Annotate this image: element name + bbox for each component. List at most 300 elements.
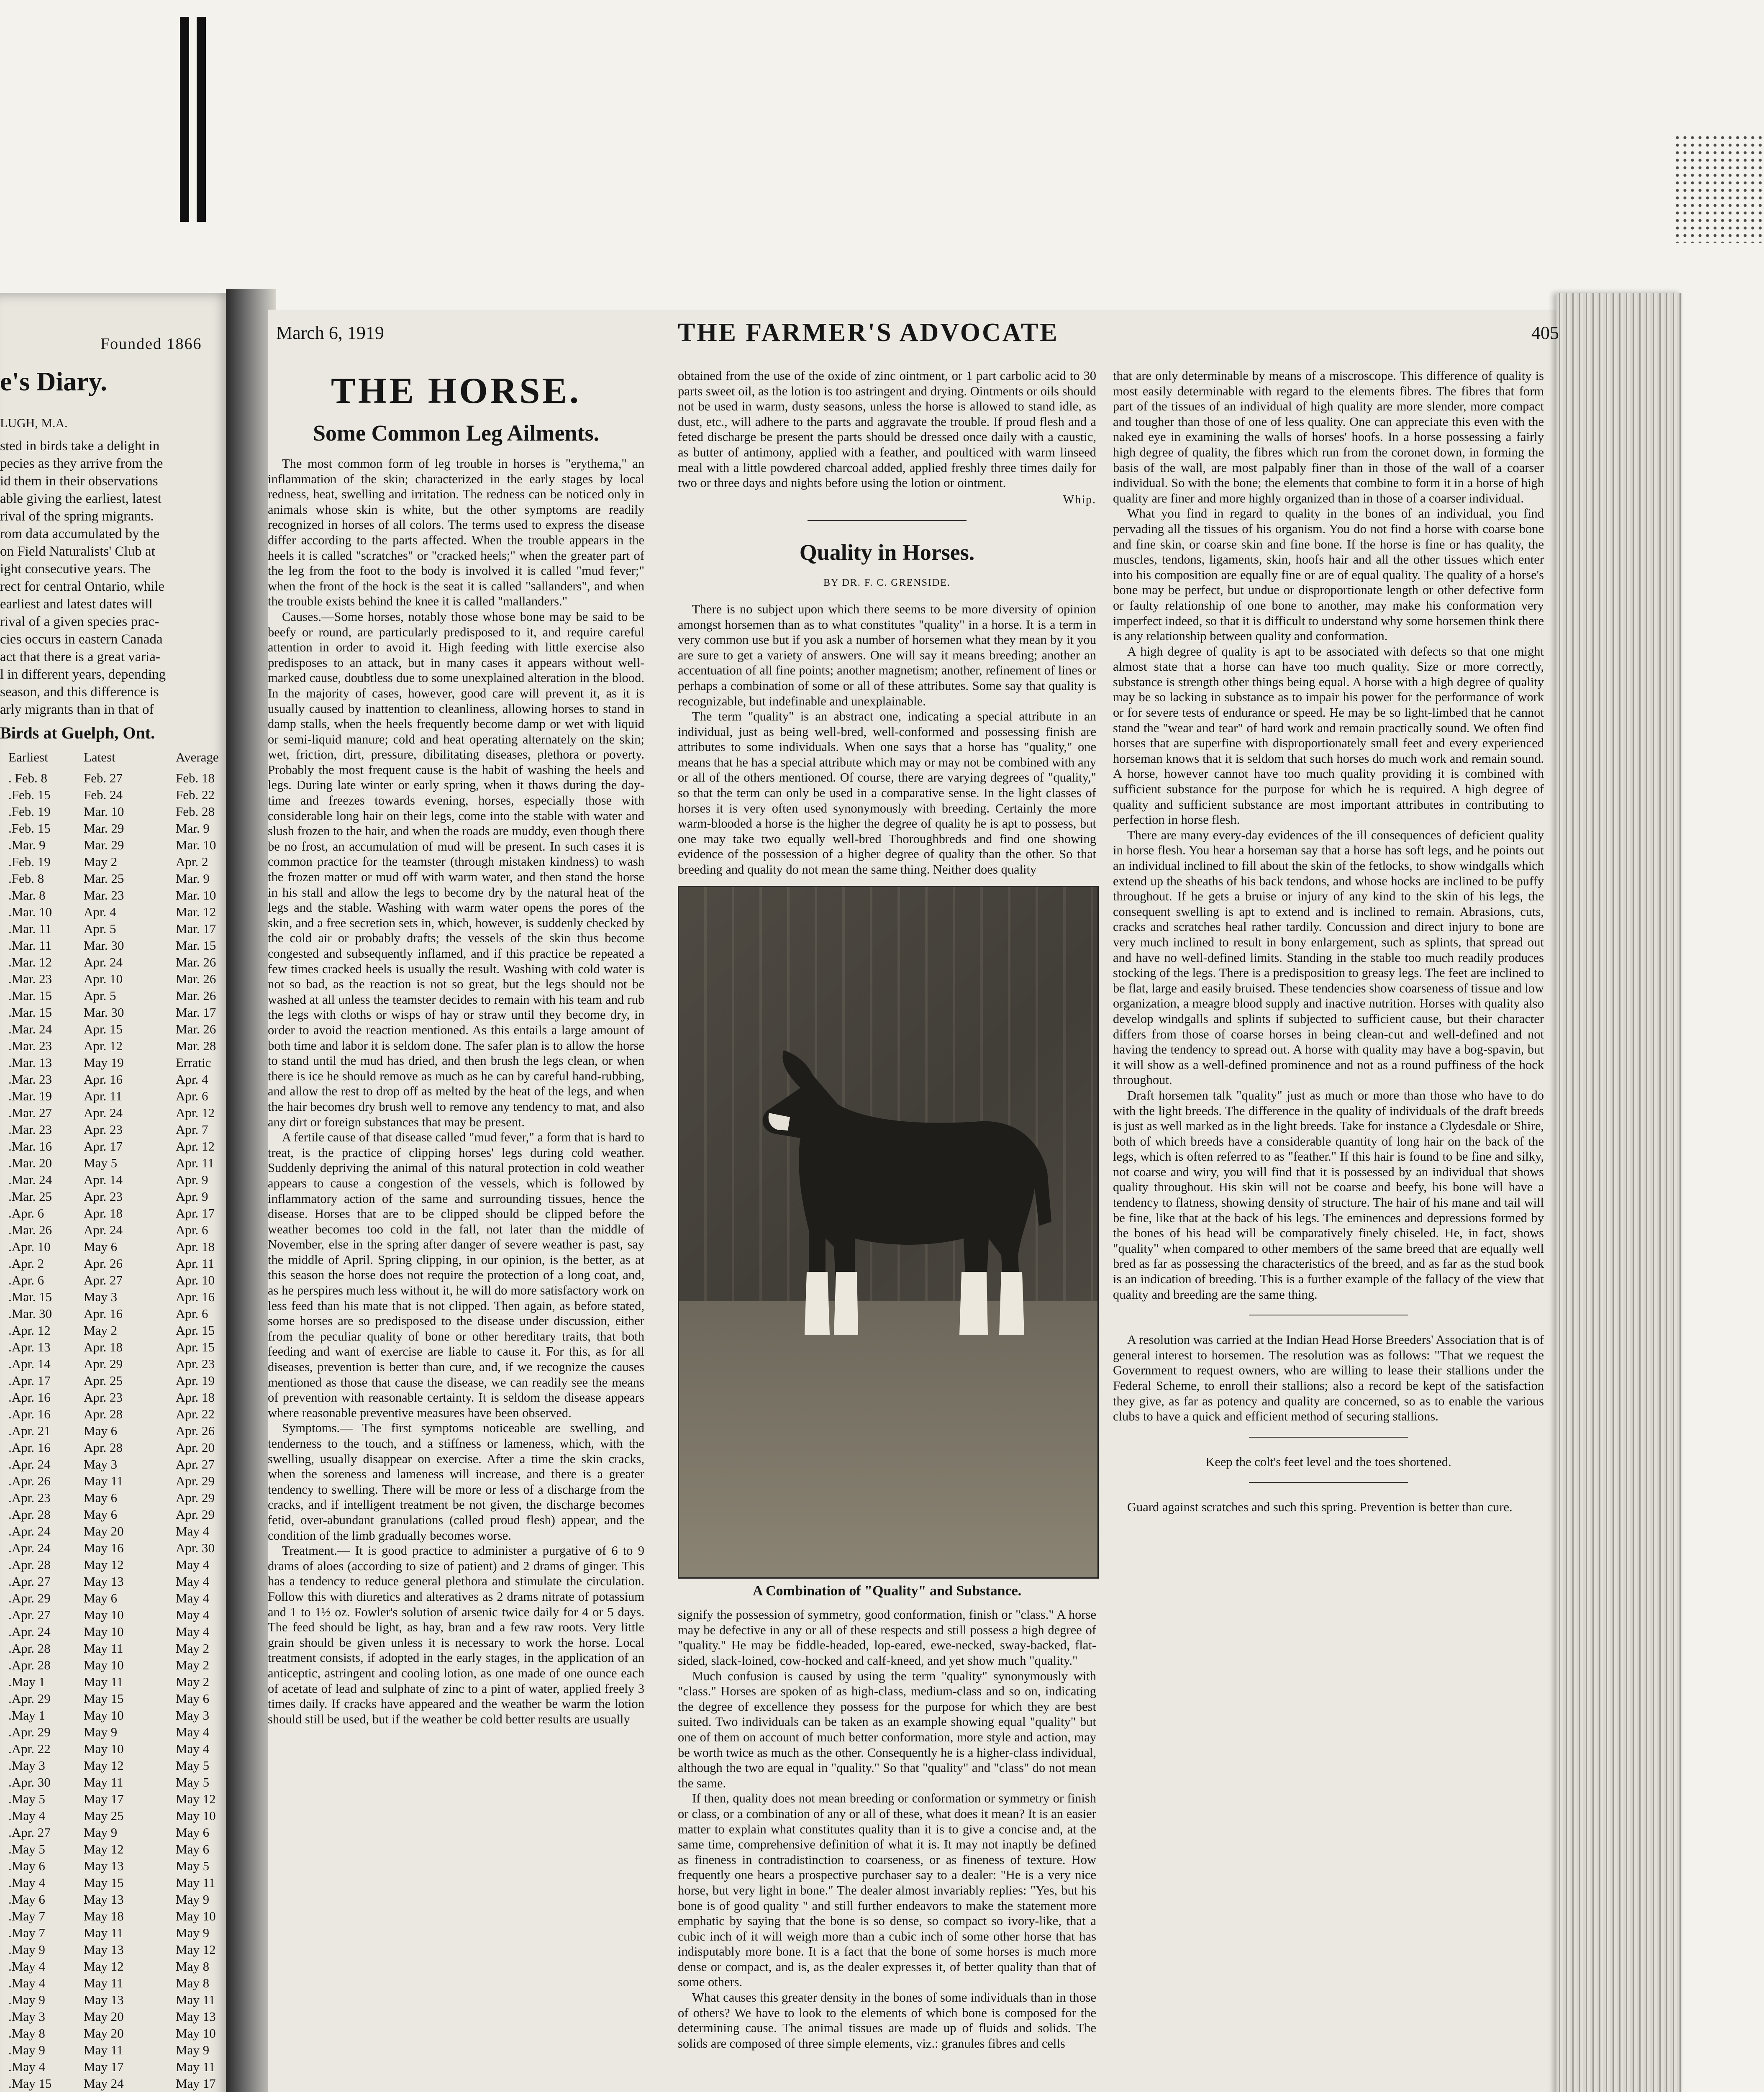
table-cell: May 11 — [84, 1775, 123, 1789]
table-row — [0, 1707, 234, 1724]
table-cell: May 6 — [84, 1490, 118, 1505]
table-cell: Mar. 10 — [176, 838, 216, 852]
table-cell: .Mar. 12 — [8, 955, 52, 969]
paragraph: If then, quality does not mean breeding or conformation or symmetry or finish or class, or a combination of any or all of these, what does it mean? It is an easier matter to explain what constitutes quality than it is to give a concise and, at the same time, comprehensive definition of what it is. It may not inaptly be defined as fineness in contradistinction to coarseness, or as fineness of texture. How frequently one hears a prospective purchaser say to a dealer: "He is a very nice horse, but very light in bone." The dealer almost invariably replies: "Yes, but his bone is of good quality " and still further endeavors to make the statement more emphatic by saying that the bone is so dense, so compact so ivory-like, that a cubic inch of it will weigh more than a cubic inch of some other horse that has indisputably more bone. It is a fact that the bone of some horses is much more dense or compact, and is, as the dealer expresses it, of better quality than that of some others. — [678, 1791, 1096, 1989]
table-cell: Apr. 17 — [84, 1139, 123, 1154]
left-heading: e's Diary. — [0, 367, 107, 396]
left-text-line: pecies as they arrive from the — [0, 456, 163, 471]
paragraph: obtained from the use of the oxide of zinc ointment, or 1 part carbolic acid to 30 parts sweet oil, as the lotion is too astringent and drying. Ointments or oils should not be used in warm, dusty seasons, unless the horse is allowed to stand idle, as dust, etc., will adhere to the parts and aggravate the trouble. If proud flesh and a feted discharge be present the parts should be dressed once daily with a caustic, as butter of antimony, applied with a feather, and poulticed with warm linseed meal with a little powdered charcoal added, applied freshly three times daily for two or three days and nights before using the lotion or ointment. — [678, 369, 1096, 490]
table-cell: May 4 — [176, 1591, 210, 1605]
table-row — [0, 1540, 234, 1556]
table-cell: May 11 — [84, 1925, 123, 1940]
table-row — [0, 1556, 234, 1573]
table-cell: Feb. 27 — [84, 771, 123, 785]
table-cell: .May 9 — [8, 1942, 45, 1957]
table-cell: .Mar. 27 — [8, 1105, 52, 1120]
table-cell: .Mar. 10 — [8, 905, 52, 919]
table-cell: May 15 — [84, 1875, 124, 1890]
paragraph: Draft horsemen talk "quality" just as much or more than those who have to do with the light breeds. The difference in the quality of individuals of the draft breeds is just as well marked as in the light breeds. Take for instance a Clydesdale or Shire, both of which breeds have a considerable quantity of long hair on the back of the legs, which is often referred to as "feather." If this hair is found to be fine and silky, not coarse and wiry, you will find that it is possessed by an individual that shows quality throughout. His skin will not be coarse and beefy, his bone will have a tendency to flatness, showing density of structure. The hair of his mane and tail will be fine, like that at the back of his legs. The eminences and depressions formed by the bones of his head will be comparatively finely chiseled. He, in fact, shows "quality" when compared to other members of the same breed that are equally well bred as far as possessing the characteristics of the breed, and as far as the stud book is an indication of breeding. This is a further example of the fallacy of the view that quality and breeding are the same thing. — [1113, 1088, 1544, 1302]
table-cell: May 12 — [84, 1758, 124, 1773]
table-row — [0, 1071, 234, 1088]
table-cell: Mar. 10 — [84, 804, 124, 819]
table-cell: .Mar. 8 — [8, 888, 46, 902]
table-cell: Apr. 29 — [176, 1474, 215, 1488]
table-cell: May 16 — [84, 1541, 124, 1555]
table-cell: Apr. 24 — [84, 1223, 123, 1237]
table-row — [0, 1439, 234, 1456]
left-text-line: season, and this difference is — [0, 685, 159, 700]
signature: Whip. — [1063, 493, 1096, 506]
table-row — [0, 1255, 234, 1272]
table-row — [0, 2042, 234, 2059]
table-cell: May 17 — [84, 1792, 124, 1806]
table-cell: .May 7 — [8, 1925, 45, 1940]
tip-scratches: Guard against scratches and such this spring. Prevention is better than cure. — [1127, 1500, 1513, 1515]
table-cell: Mar. 26 — [176, 955, 216, 969]
table-cell: May 6 — [84, 1239, 118, 1254]
table-cell: May 11 — [84, 1641, 123, 1656]
table-cell: Mar. 25 — [84, 871, 124, 886]
table-cell: Apr. 25 — [84, 1373, 123, 1388]
left-author: LUGH, M.A. — [0, 416, 68, 430]
table-cell: . Feb. 8 — [8, 771, 47, 785]
table-cell: .Apr. 28 — [8, 1557, 51, 1572]
table-cell: Apr. 11 — [176, 1156, 214, 1170]
table-cell: Apr. 9 — [176, 1189, 208, 1204]
table-cell: .Apr. 27 — [8, 1825, 51, 1840]
table-cell: Apr. 22 — [176, 1407, 215, 1421]
table-row — [0, 1674, 234, 1690]
table-cell: May 10 — [84, 1624, 124, 1639]
table-cell: .Feb. 15 — [8, 821, 51, 836]
table-row — [0, 803, 234, 820]
divider — [808, 520, 967, 521]
paragraph: The most common form of leg trouble in horses is "erythema," an inflammation of the skin; characterized in the early stages by local redness, heat, swelling and irritation. The redness can be noticed only in animals whose skin is white, but the other symptoms are readily recognized in horses of all colors. The terms used to express the disease differ according to the parts affected. When the trouble appears in the heels it is called "scratches" or "cracked heels;" when the greater part of the leg from the foot to the body is involved it is called "mud fever;" when the front of the hock is the seat it is called "sallanders", and when the trouble exists behind the knee it is called "mallanders." — [268, 456, 644, 609]
table-row — [0, 1874, 234, 1891]
table-cell: Apr. 26 — [176, 1423, 215, 1438]
left-text-block — [0, 437, 234, 718]
table-cell: .Mar. 13 — [8, 1055, 52, 1070]
table-row — [0, 937, 234, 954]
table-cell: .Mar. 25 — [8, 1189, 52, 1204]
table-cell: May 13 — [84, 1859, 124, 1873]
table-cell: Apr. 5 — [84, 988, 116, 1003]
table-row — [0, 920, 234, 937]
table-row — [0, 1741, 234, 1757]
table-cell: Apr. 7 — [176, 1122, 208, 1137]
table-cell: Apr. 18 — [176, 1239, 215, 1254]
masthead: THE FARMER'S ADVOCATE — [678, 318, 1059, 347]
table-cell: May 25 — [84, 1808, 124, 1823]
scanner-bar — [197, 17, 206, 222]
table-cell: .Apr. 29 — [8, 1725, 51, 1739]
table-row — [0, 1205, 234, 1222]
table-cell: May 12 — [84, 1959, 124, 1974]
table-cell: May 20 — [84, 2009, 124, 2024]
scanner-bar — [180, 17, 189, 222]
table-cell: May 17 — [176, 2076, 216, 2091]
table-cell: May 2 — [84, 854, 118, 869]
table-cell: .Apr. 17 — [8, 1373, 51, 1388]
table-cell: .Apr. 28 — [8, 1507, 51, 1522]
table-row — [0, 787, 234, 803]
table-cell: Apr. 30 — [176, 1541, 215, 1555]
table-cell: Mar. 29 — [84, 821, 124, 836]
table-row — [0, 2075, 234, 2092]
table-row — [0, 1372, 234, 1389]
table-row — [0, 1506, 234, 1523]
left-text-line: earliest and latest dates will — [0, 597, 153, 612]
left-text-line: act that there is a great varia- — [0, 649, 160, 664]
page-edges — [1556, 293, 1682, 2092]
table-row — [0, 1891, 234, 1908]
table-cell: .Mar. 20 — [8, 1156, 52, 1170]
table-cell: Apr. 23 — [176, 1356, 215, 1371]
table-cell: Mar. 9 — [176, 821, 210, 836]
table-cell: Apr. 4 — [176, 1072, 208, 1087]
table-row — [0, 1172, 234, 1188]
table-cell: Apr. 11 — [176, 1256, 214, 1271]
table-row — [0, 1824, 234, 1841]
paragraph: A fertile cause of that disease called "mud fever," a form that is hard to treat, is the practice of clipping horses' legs during cold weather. Suddenly depriving the animal of this natural protection in cold weather appears to cause a congestion of the vessels, which is followed by inflammatory action of the same and surrounding tissues, hence the disease. Horses that are to be clipped should be clipped before the weather becomes too cold in the fall, not later than the middle of November, else in the spring after danger of severe weather is past, say the middle of April. Spring clipping, in our opinion, is the better, as at this season the horse does not require the protection of a long coat, and, as he perspires much less without it, he will do more satisfactory work on less feed than his mate that is not clipped. Then again, as before stated, some horses are so predisposed to the disease under discussion, either from the peculiar quality of bone or other hereditary traits, that both feeding and want of exercise are liable to cause it. For this, as for all diseases, prevention is better than cure, and, if we recognize the causes mentioned as those that cause the disease, we can readily see the means of prevention with reasonable certainty. It is seldom the disease appears where reasonable preventive measures have been observed. — [268, 1130, 644, 1420]
table-cell: Apr. 14 — [84, 1172, 123, 1187]
table-cell: May 11 — [84, 2043, 123, 2057]
table-cell: Apr. 23 — [84, 1189, 123, 1204]
table-cell: May 13 — [176, 2009, 216, 2024]
table-cell: Feb. 28 — [176, 804, 215, 819]
table-cell: .May 6 — [8, 1892, 45, 1907]
table-cell: .Apr. 29 — [8, 1691, 51, 1706]
table-cell: Apr. 18 — [84, 1206, 123, 1220]
table-row — [0, 1105, 234, 1121]
table-cell: .May 5 — [8, 1842, 45, 1856]
table-cell: Apr. 16 — [84, 1306, 123, 1321]
table-row — [0, 1305, 234, 1322]
left-text-line: rival of a given species prac- — [0, 614, 159, 629]
figure-caption: A Combination of "Quality" and Substance. — [752, 1583, 1022, 1599]
table-cell: .Apr. 27 — [8, 1574, 51, 1589]
table-cell: Apr. 6 — [176, 1223, 208, 1237]
table-row — [0, 1021, 234, 1038]
table-cell: .Apr. 6 — [8, 1206, 44, 1220]
table-cell: .Apr. 28 — [8, 1658, 51, 1672]
table-cell: .May 4 — [8, 2059, 45, 2074]
table-row — [0, 1222, 234, 1238]
left-text-line: on Field Naturalists' Club at — [0, 544, 155, 559]
table-row — [0, 1356, 234, 1372]
paragraph: signify the possession of symmetry, good conformation, finish or "class." A horse may be defective in any or all of these respects and still possess a high degree of "quality." He may be fiddle-headed, lop-eared, ewe-necked, sway-backed, flat-sided, slack-loined, cow-hocked and calf-kneed, and yet show much "quality." — [678, 1607, 1096, 1668]
table-cell: Apr. 12 — [176, 1105, 215, 1120]
table-row — [0, 1054, 234, 1071]
table-row — [0, 1473, 234, 1490]
table-cell: May 10 — [84, 1708, 124, 1723]
table-cell: May 11 — [176, 1875, 215, 1890]
table-cell: May 11 — [84, 1674, 123, 1689]
table-cell: May 6 — [84, 1507, 118, 1522]
table-row — [0, 1121, 234, 1138]
table-cell: Mar. 9 — [176, 871, 210, 886]
table-cell: .Mar. 24 — [8, 1172, 52, 1187]
table-cell: May 5 — [176, 1775, 210, 1789]
table-cell: .Mar. 23 — [8, 1072, 52, 1087]
table-cell: .May 4 — [8, 1959, 45, 1974]
table-cell: May 17 — [84, 2059, 124, 2074]
section-title: THE HORSE. — [331, 371, 581, 411]
table-row — [0, 1423, 234, 1439]
table-row — [0, 1138, 234, 1155]
table-cell: .Apr. 30 — [8, 1775, 51, 1789]
table-cell: .May 1 — [8, 1708, 45, 1723]
table-cell: May 11 — [84, 1976, 123, 1990]
table-cell: May 15 — [84, 1691, 124, 1706]
table-cell: May 4 — [176, 1624, 210, 1639]
table-cell: .Feb. 19 — [8, 804, 51, 819]
table-row — [0, 1188, 234, 1205]
table-cell: Mar. 23 — [84, 888, 124, 902]
table-cell: May 9 — [176, 1925, 210, 1940]
table-cell: .Mar. 26 — [8, 1223, 52, 1237]
paragraph: There is no subject upon which there seems to be more diversity of opinion amongst horsemen than as to what constitutes "quality" in a horse. It is a term in very common use but if you ask a number of horsemen what they mean by it you are sure to get a variety of answers. One will say it means breeding; another an accentuation of all fine points; another magnetism; another, refinement of lines or perhaps a combination of some or all of these attributes. Some say that quality is recognizable, but indefinable and unexplainable. — [678, 602, 1096, 708]
table-cell: May 19 — [84, 1055, 124, 1070]
table-cell: May 10 — [176, 2026, 216, 2041]
table-cell: May 18 — [84, 1909, 124, 1923]
table-cell: Mar. 10 — [176, 888, 216, 902]
table-row — [0, 1791, 234, 1807]
table-cell: May 2 — [176, 1641, 210, 1656]
table-row — [0, 1607, 234, 1623]
table-cell: May 10 — [84, 1741, 124, 1756]
table-cell: Apr. 23 — [84, 1122, 123, 1137]
table-row — [0, 854, 234, 870]
table-row — [0, 1456, 234, 1473]
table-cell: .May 15 — [8, 2076, 52, 2091]
left-page — [0, 293, 234, 2092]
column-1 — [268, 368, 644, 1727]
table-row — [0, 954, 234, 971]
table-cell: .Mar. 15 — [8, 1005, 52, 1020]
table-cell: Apr. 20 — [176, 1440, 215, 1455]
table-cell: Apr. 27 — [84, 1273, 123, 1287]
table-cell: May 12 — [176, 1942, 216, 1957]
tip-colt-feet: Keep the colt's feet level and the toes shortened. — [1205, 1454, 1451, 1469]
paragraph: What you find in regard to quality in the bones of an individual, you find pervading all the tissues of his organism. You do not find a horse with coarse bone and fine skin, or coarse skin and fine bone. If the horse is fine or has quality, the muscles, tendons, ligaments, skin, hoofs hair and all the other tissues which enter into his composition are equally fine or are of equal quality. The quality of a horse's bone may be perfect, but undue or disproportionate length or other defective form or faulty relationship of one bone to another, may make his conformation very imperfect indeed, so that it is difficult to understand why some horsemen think there is any relationship between quality and conformation. — [1113, 506, 1544, 643]
table-cell: Apr. 19 — [176, 1373, 215, 1388]
table-cell: Apr. 28 — [84, 1440, 123, 1455]
left-text-line: rival of the spring migrants. — [0, 509, 154, 524]
table-cell: .May 4 — [8, 1808, 45, 1823]
table-cell: Apr. 18 — [84, 1340, 123, 1354]
column-3 — [1113, 368, 1544, 1515]
column-2 — [678, 368, 1096, 2051]
table-cell: .May 4 — [8, 1976, 45, 1990]
table-cell: May 9 — [84, 1725, 118, 1739]
table-row — [0, 1908, 234, 1925]
table-cell: May 9 — [84, 1825, 118, 1840]
table-cell: May 20 — [84, 2026, 124, 2041]
table-row — [0, 1155, 234, 1172]
table-cell: Apr. 12 — [176, 1139, 215, 1154]
table-row — [0, 904, 234, 920]
table-cell: Apr. 26 — [84, 1256, 123, 1271]
table-cell: .Apr. 2 — [8, 1256, 44, 1271]
table-cell: Apr. 24 — [84, 1105, 123, 1120]
paragraph: that are only determinable by means of a miscroscope. This difference of quality is most easily determinable with regard to the elements fibres. The fibres that form part of the tissues of an individual of high quality are more slender, more compact and tougher than those of one of less quality. One can appreciate this even with the naked eye in examining the walls of horses' hoofs. In a horse possessing a fairly high degree of quality, the fibres which run from the coronet down, in forming the basis of the wall, are most palpably finer than in those of the wall of a coarser individual. So with the bone; the elements that combine to form it in a horse of high quality are finer and more highly organized than in those of a coarser individual. — [1113, 369, 1544, 505]
table-cell: May 13 — [84, 1892, 124, 1907]
table-row — [0, 971, 234, 987]
table-cell: May 6 — [176, 1691, 210, 1706]
paragraph: Much confusion is caused by using the term "quality" synonymously with "class." Horses are spoken of as high-class, medium-class and so on, indicating the degree of excellence they possess for the purpose for which they are best suited. Two individuals can be taken as an example showing equal "quality" but one of them on account of much better conformation, more style and action, may be worth twice as much as the other. Consequently he is a higher-class individual, although the two are equal in "quality." So that "quality" and "class" do not mean the same. — [678, 1669, 1096, 1790]
table-cell: .May 9 — [8, 1992, 45, 2007]
table-cell: Apr. 15 — [176, 1340, 215, 1354]
left-text-line: arly migrants than in that of — [0, 702, 154, 717]
left-text-line: rom data accumulated by the — [0, 526, 160, 541]
table-cell: .Apr. 21 — [8, 1423, 51, 1438]
paragraph: Symptoms.— The first symptoms noticeable are swelling, and tenderness to the touch, and a stiffness or lameness, which, with the swelling, usually disappear on exercise. After a time the skin cracks, when the soreness and lameness will increase, and there is a greater tendency to swelling. There will be more or less of a discharge from the cracks, and if intelligent treatment be not given, the discharge becomes fetid, over-abundant granulations (called proud flesh) appear, and the condition of the limb gradually becomes worse. — [268, 1421, 644, 1543]
table-cell: May 13 — [84, 1992, 124, 2007]
table-cell: Apr. 6 — [176, 1089, 208, 1103]
table-row — [0, 1289, 234, 1305]
table-cell: Mar. 30 — [84, 1005, 124, 1020]
table-cell: May 5 — [84, 1156, 118, 1170]
table-row — [0, 1992, 234, 2008]
table-cell: May 8 — [176, 1959, 210, 1974]
table-cell: Apr. 6 — [176, 1306, 208, 1321]
table-cell: Mar. 26 — [176, 988, 216, 1003]
table-cell: .Mar. 23 — [8, 1122, 52, 1137]
table-cell: Apr. 16 — [176, 1290, 215, 1304]
table-cell: .May 1 — [8, 1674, 45, 1689]
table-cell: May 11 — [84, 1474, 123, 1488]
table-cell: Apr. 24 — [84, 955, 123, 969]
table-cell: .Apr. 29 — [8, 1591, 51, 1605]
table-cell: .May 7 — [8, 1909, 45, 1923]
table-cell: Apr. 4 — [84, 905, 116, 919]
table-cell: .Apr. 16 — [8, 1407, 51, 1421]
table-row — [0, 1975, 234, 1992]
table-row — [0, 1690, 234, 1707]
left-text-line: cies occurs in eastern Canada — [0, 632, 163, 647]
table-cell: May 4 — [176, 1725, 210, 1739]
table-cell: .Apr. 24 — [8, 1624, 51, 1639]
table-cell: Mar. 12 — [176, 905, 216, 919]
table-cell: Mar. 29 — [84, 838, 124, 852]
table-cell: Apr. 10 — [176, 1273, 215, 1287]
table-cell: May 4 — [176, 1741, 210, 1756]
table-cell: .Apr. 24 — [8, 1541, 51, 1555]
table-cell: .Feb. 8 — [8, 871, 44, 886]
table-cell: .Mar. 11 — [8, 921, 52, 936]
table-cell: Mar. 15 — [176, 938, 216, 953]
table-cell: .Mar. 15 — [8, 1290, 52, 1304]
table-cell: .Apr. 24 — [8, 1524, 51, 1538]
table-cell: Apr. 12 — [84, 1038, 123, 1053]
table-cell: Apr. 9 — [176, 1172, 208, 1187]
table-cell: May 3 — [84, 1457, 118, 1472]
clydesdale-horse-image — [729, 1038, 1072, 1356]
table-cell: Apr. 29 — [176, 1507, 215, 1522]
table-cell: .May 6 — [8, 1859, 45, 1873]
left-text-line: id them in their observations — [0, 474, 158, 489]
table-row — [0, 1657, 234, 1674]
table-cell: May 10 — [84, 1607, 124, 1622]
article-title: Some Common Leg Ailments. — [313, 420, 599, 446]
table-cell: .Apr. 16 — [8, 1390, 51, 1405]
table-cell: .Mar. 24 — [8, 1022, 52, 1036]
table-cell: .Mar. 15 — [8, 988, 52, 1003]
table-cell: May 3 — [176, 1708, 210, 1723]
table-row — [0, 1941, 234, 1958]
halftone-artifact — [1674, 134, 1764, 243]
table-row — [0, 1623, 234, 1640]
table-cell: May 12 — [84, 1842, 124, 1856]
table-cell: .Apr. 28 — [8, 1641, 51, 1656]
table-row — [0, 1590, 234, 1607]
paragraph: What causes this greater density in the bones of some individuals than in those of others? We have to look to the elements of which bone is composed for the determining cause. The animal tissues are made up of fluids and solids. The solids are composed of three simple elements, viz.: granules fibres and cells — [678, 1990, 1096, 2051]
table-cell: May 9 — [176, 1892, 210, 1907]
table-cell: .May 3 — [8, 1758, 45, 1773]
table-cell: May 4 — [176, 1607, 210, 1622]
paragraph: The term "quality" is an abstract one, indicating a special attribute in an individual, just as being well-bred, well-conformed and possessing finish are attributes to some individuals. When one says that a horse has "quality," one means that he has a special attribute which may or may not be combined with any or all of the others mentioned. Of course, there are varying degrees of "quality," so that the term can only be used in a comparative sense. In the light classes of horses it is very often used synonymously with breeding. Certainly the more warm-blooded a horse is the higher the degree of quality he is apt to possess, but one may take two equally well-bred Thoroughbreds and find one showing evidence of the possession of a higher degree of quality than the other. So that breeding and quality do not mean the same thing. Neither does quality — [678, 709, 1096, 877]
table-cell: Apr. 15 — [84, 1022, 123, 1036]
table-cell: May 8 — [176, 1976, 210, 1990]
resolution-notice: A resolution was carried at the Indian Head Horse Breeders' Association that is of general interest to horsemen. The resolution was as follows: "That we request the Government to request owners, who are willing to lease their stallions under the Federal Scheme, to enroll their stallions; also a record be kept of the satisfaction they give, as far as potency and quality are concerned, so as to enable the various clubs to have a quick and efficient method of securing stallions. — [1113, 1333, 1544, 1424]
table-cell: .Apr. 14 — [8, 1356, 51, 1371]
table-row — [0, 1088, 234, 1105]
table-cell: Apr. 17 — [176, 1206, 215, 1220]
table-row — [0, 1004, 234, 1021]
table-cell: May 3 — [84, 1290, 118, 1304]
table-cell: May 2 — [84, 1323, 118, 1338]
table-cell: Apr. 23 — [84, 1390, 123, 1405]
table-cell: May 12 — [84, 1557, 124, 1572]
table-row — [0, 1774, 234, 1791]
table-row — [0, 1958, 234, 1975]
paragraph: Treatment.— It is good practice to administer a purgative of 6 to 9 drams of aloes (according to size of patient) and 2 drams of ginger. This has a tendency to reduce general plethora and stimulate the circulation. Follow this with diuretics and alteratives as 2 drams nitrate of potassium and 1 to 1½ oz. Fowler's solution of arsenic twice daily for 4 or 5 days. The feed should be light, as hay, bran and a few raw roots. Very little grain should be given unless it is necessary to work the horse. Local treatment consists, if adopted in the early stages, in the application of an anticeptic, astringent and cooling lotion, as one made of one ounce each of acetate of lead and sulphate of zinc to a pint of water, applied freely 3 times daily. If cracks have appeared and the weather be warm the lotion should still be used, but if the weather be cold better results are usually — [268, 1543, 644, 1726]
table-cell: .Apr. 26 — [8, 1474, 51, 1488]
table-cell: Mar. 28 — [176, 1038, 216, 1053]
table-cell: .Apr. 13 — [8, 1340, 51, 1354]
table-cell: Apr. 27 — [176, 1457, 215, 1472]
table-cell: .May 9 — [8, 2043, 45, 2057]
table-cell: .May 4 — [8, 1875, 45, 1890]
table-cell: Apr. 10 — [84, 972, 123, 986]
table-cell: May 4 — [176, 1557, 210, 1572]
table-row — [0, 1490, 234, 1506]
table-cell: .May 8 — [8, 2026, 45, 2041]
table-cell: May 9 — [176, 2043, 210, 2057]
table-row — [0, 1858, 234, 1874]
table-cell: May 4 — [176, 1524, 210, 1538]
table-row — [0, 837, 234, 854]
table-cell: Apr. 16 — [84, 1072, 123, 1087]
table-cell: May 4 — [176, 1574, 210, 1589]
table-row — [0, 2025, 234, 2042]
table-cell: Feb. 22 — [176, 787, 215, 802]
table-cell: .Mar. 30 — [8, 1306, 52, 1321]
table-cell: Apr. 5 — [84, 921, 116, 936]
divider — [1249, 1482, 1408, 1483]
left-text-line: rect for central Ontario, while — [0, 579, 165, 594]
article-title: Quality in Horses. — [799, 540, 975, 565]
left-text-line: sted in birds take a delight in — [0, 438, 160, 454]
table-cell: .Apr. 23 — [8, 1490, 51, 1505]
table-cell: May 6 — [176, 1825, 210, 1840]
table-row — [0, 887, 234, 904]
table-row — [0, 1038, 234, 1054]
table-row — [0, 820, 234, 837]
table-cell: .Apr. 16 — [8, 1440, 51, 1455]
table-cell: .Mar. 11 — [8, 938, 52, 953]
